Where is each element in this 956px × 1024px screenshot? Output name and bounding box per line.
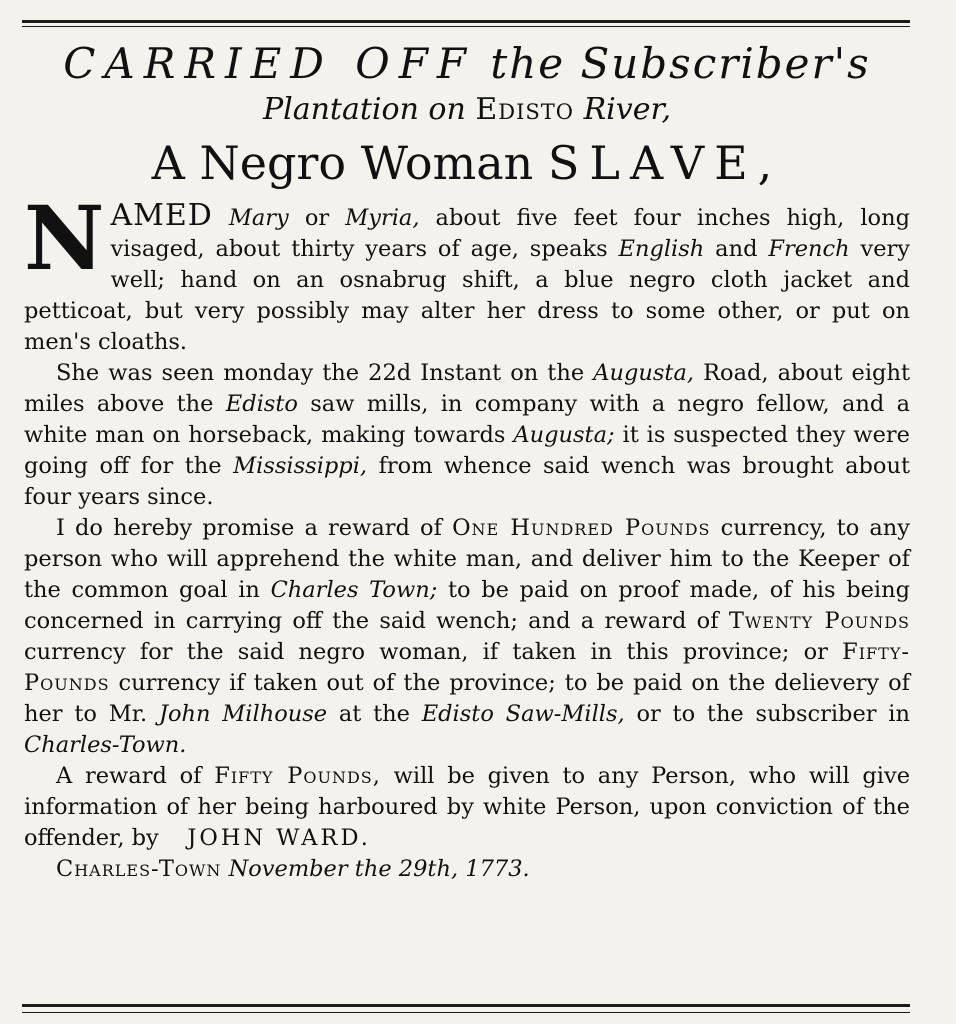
p3-text-2: currency, to any person who will apprehend the white man, and deliver him to the Keeper of the common goal in xyxy=(24,515,911,603)
dateline-place: Charles-Town xyxy=(56,856,222,882)
p4-amount: Fifty Pounds, xyxy=(214,763,381,789)
headline-line-1 xyxy=(24,38,910,90)
p1-text-2: very well; hand on an osnabrug shift, a blue negro cloth jacket and petticoat, but very possibly may alter her dress to some other, or put on men's cloaths. xyxy=(24,236,911,355)
p2-text-2: Road, about eight miles above the xyxy=(24,360,910,417)
paragraph-3 xyxy=(24,513,910,761)
p3-amount-2: Twenty Pounds xyxy=(728,608,910,634)
drop-cap: N xyxy=(24,186,105,290)
p2-text-3: saw mills, in company with a negro fellow, and a white man on horseback, making towards xyxy=(24,391,911,448)
or-text: or xyxy=(304,205,330,231)
p3-text-6: at the xyxy=(338,701,410,727)
top-rule xyxy=(22,20,910,23)
dateline-date: November the 29th, 1773. xyxy=(228,856,530,882)
name-1: Mary xyxy=(228,205,289,231)
p3-charles-town-2: Charles-Town. xyxy=(24,732,187,758)
p3-text-1: I do hereby promise a reward of xyxy=(56,515,442,541)
p2-text-4: it is suspected they were going off for the xyxy=(24,422,910,479)
p2-text-5: from whence said wench was brought about four years since. xyxy=(24,453,910,510)
p4-text-1: A reward of xyxy=(56,763,202,789)
p1-text-1: about five feet four inches high, long visaged, about thirty years of age, speaks xyxy=(110,205,910,262)
headline-caps: CARRIED OFF xyxy=(63,39,475,88)
dateline xyxy=(24,854,910,885)
p3-text-4: currency for the said negro woman, if taken in this province; or xyxy=(24,639,828,665)
headline-2-post: River, xyxy=(583,92,672,127)
headline-3-spaced: SLAVE, xyxy=(547,136,783,190)
p2-mississippi: Mississippi, xyxy=(233,453,368,479)
p3-mills: Edisto Saw-Mills, xyxy=(421,701,625,727)
language-1: English xyxy=(618,236,705,262)
paragraph-1 xyxy=(24,186,911,358)
p4-text-2: will be given to any Person, who will give information of her being harboured by white Person, upon conviction of the offender, by xyxy=(24,763,911,851)
p2-edisto: Edisto xyxy=(225,391,298,417)
p2-augusta: Augusta; xyxy=(513,422,615,448)
headline-2-place: Edisto xyxy=(475,92,575,127)
language-2: French xyxy=(768,236,850,262)
advertisement xyxy=(24,38,910,885)
name-2: Myria, xyxy=(345,205,420,231)
headline-rest: the Subscriber's xyxy=(490,39,871,88)
p3-text-3: to be paid on proof made, of his being concerned in carrying off the said wench; and a reward of xyxy=(24,577,911,634)
p3-text-5: currency if taken out of the province; to be paid on the delievery of her to Mr. xyxy=(24,670,910,727)
bottom-rule xyxy=(22,1004,910,1007)
ad-body xyxy=(24,186,911,885)
p3-person: John Milhouse xyxy=(158,701,328,727)
signer: JOHN WARD. xyxy=(187,825,371,851)
headline-2-pre: Plantation on xyxy=(262,92,466,127)
lead-word: AMED xyxy=(110,198,213,233)
headline-3-pre: A Negro Woman xyxy=(151,136,534,190)
p3-text-7: or to the subscriber in xyxy=(636,701,910,727)
p3-amount-1: One Hundred Pounds xyxy=(452,515,711,541)
bottom-rule-thin xyxy=(22,1012,910,1013)
and-text: and xyxy=(715,236,758,262)
headline-line-2 xyxy=(24,90,910,130)
p3-charles-town: Charles Town; xyxy=(270,577,438,603)
headline-line-3 xyxy=(24,132,910,194)
top-rule-thin xyxy=(22,26,910,27)
paragraph-2 xyxy=(24,358,910,513)
p2-road: Augusta, xyxy=(593,360,695,386)
paragraph-4 xyxy=(24,761,910,854)
p2-text-1: She was seen monday the 22d Instant on the xyxy=(56,360,585,386)
p3-amount-3: Fifty-Pounds xyxy=(24,639,910,696)
